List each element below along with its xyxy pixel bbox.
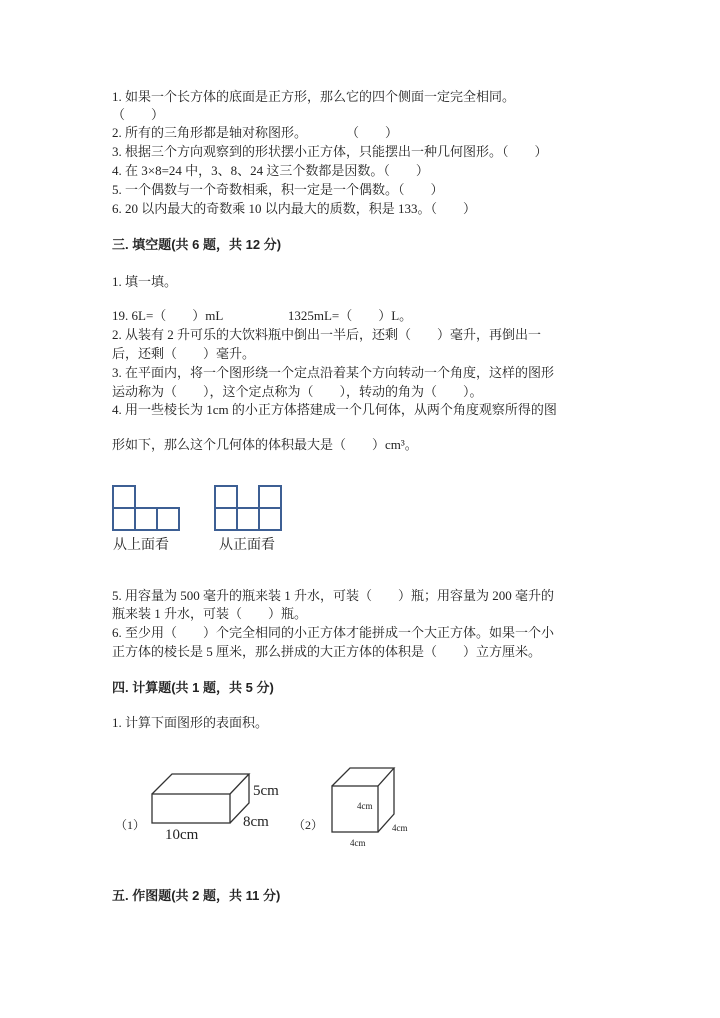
fill-q1: 1. 填一填。 xyxy=(112,274,178,289)
top-view-label: 从上面看 xyxy=(113,536,169,552)
fill-q5: 5. 用容量为 500 毫升的瓶来装 1 升水，可装（ ）瓶；用容量为 200 毫升的 xyxy=(112,588,555,603)
judge-q4: 4. 在 3×8=24 中，3、8、24 这三个数都是因数。（ ） xyxy=(112,163,429,178)
fig2-label: （2） xyxy=(293,818,324,832)
judge-q6: 6. 20 以内最大的奇数乘 10 以内最大的质数，积是 133。（ ） xyxy=(112,201,477,216)
section5-title: 五. 作图题(共 2 题，共 11 分) xyxy=(112,888,281,903)
calc-q1: 1. 计算下面图形的表面积。 xyxy=(112,715,269,730)
judge-q2: 2. 所有的三角形都是轴对称图形。 （ ） xyxy=(112,125,399,140)
fig2-side-b: 4cm xyxy=(392,823,408,833)
fig1-height: 5cm xyxy=(253,783,279,799)
judge-q3: 3. 根据三个方向观察到的形状摆小正方体，只能摆出一种几何图形。（ ） xyxy=(112,144,548,159)
judge-q5: 5. 一个偶数与一个奇数相乘，积一定是一个偶数。（ ） xyxy=(112,182,444,197)
fill-q2: 2. 从装有 2 升可乐的大饮料瓶中倒出一半后，还剩（ ）毫升，再倒出一 xyxy=(112,327,542,342)
cuboid-figure xyxy=(150,772,252,826)
front-view-label: 从正面看 xyxy=(219,536,275,552)
fill-q6-cont: 正方体的棱长是 5 厘米，那么拼成的大正方体的体积是（ ）立方厘米。 xyxy=(112,644,542,659)
judge-q1: 1. 如果一个长方体的底面是正方形，那么它的四个侧面一定完全相同。 xyxy=(112,89,516,104)
front-view-figure xyxy=(214,485,284,533)
fill-q2-cont: 后，还剩（ ）毫升。 xyxy=(112,346,256,361)
section4-title: 四. 计算题(共 1 题，共 5 分) xyxy=(112,680,274,695)
top-view-figure xyxy=(112,485,182,533)
fill-q5-cont: 瓶来装 1 升水，可装（ ）瓶。 xyxy=(112,606,308,621)
fill-q3-cont: 运动称为（ ），这个定点称为（ ），转动的角为（ ）。 xyxy=(112,384,483,399)
fill-q4: 4. 用一些棱长为 1cm 的小正方体搭建成一个几何体，从两个角度观察所得的图 xyxy=(112,402,557,417)
judge-q1-blank: （ ） xyxy=(112,107,165,122)
fill-q6: 6. 至少用（ ）个完全相同的小正方体才能拼成一个大正方体。如果一个小 xyxy=(112,625,555,640)
fill-q4-cont: 形如下，那么这个几何体的体积最大是（ ）cm³。 xyxy=(112,437,418,452)
fig1-length: 10cm xyxy=(165,827,199,843)
fig2-side-c: 4cm xyxy=(350,838,366,848)
fig2-side-a: 4cm xyxy=(357,801,373,811)
fill-q1-content: 19. 6L=（ ）mL 1325mL=（ ）L。 xyxy=(112,308,413,323)
fig1-width: 8cm xyxy=(243,814,269,830)
section3-title: 三. 填空题(共 6 题，共 12 分) xyxy=(112,237,282,252)
fill-q3: 3. 在平面内，将一个图形绕一个定点沿着某个方向转动一个角度，这样的图形 xyxy=(112,365,555,380)
fig1-label: （1） xyxy=(115,818,146,832)
